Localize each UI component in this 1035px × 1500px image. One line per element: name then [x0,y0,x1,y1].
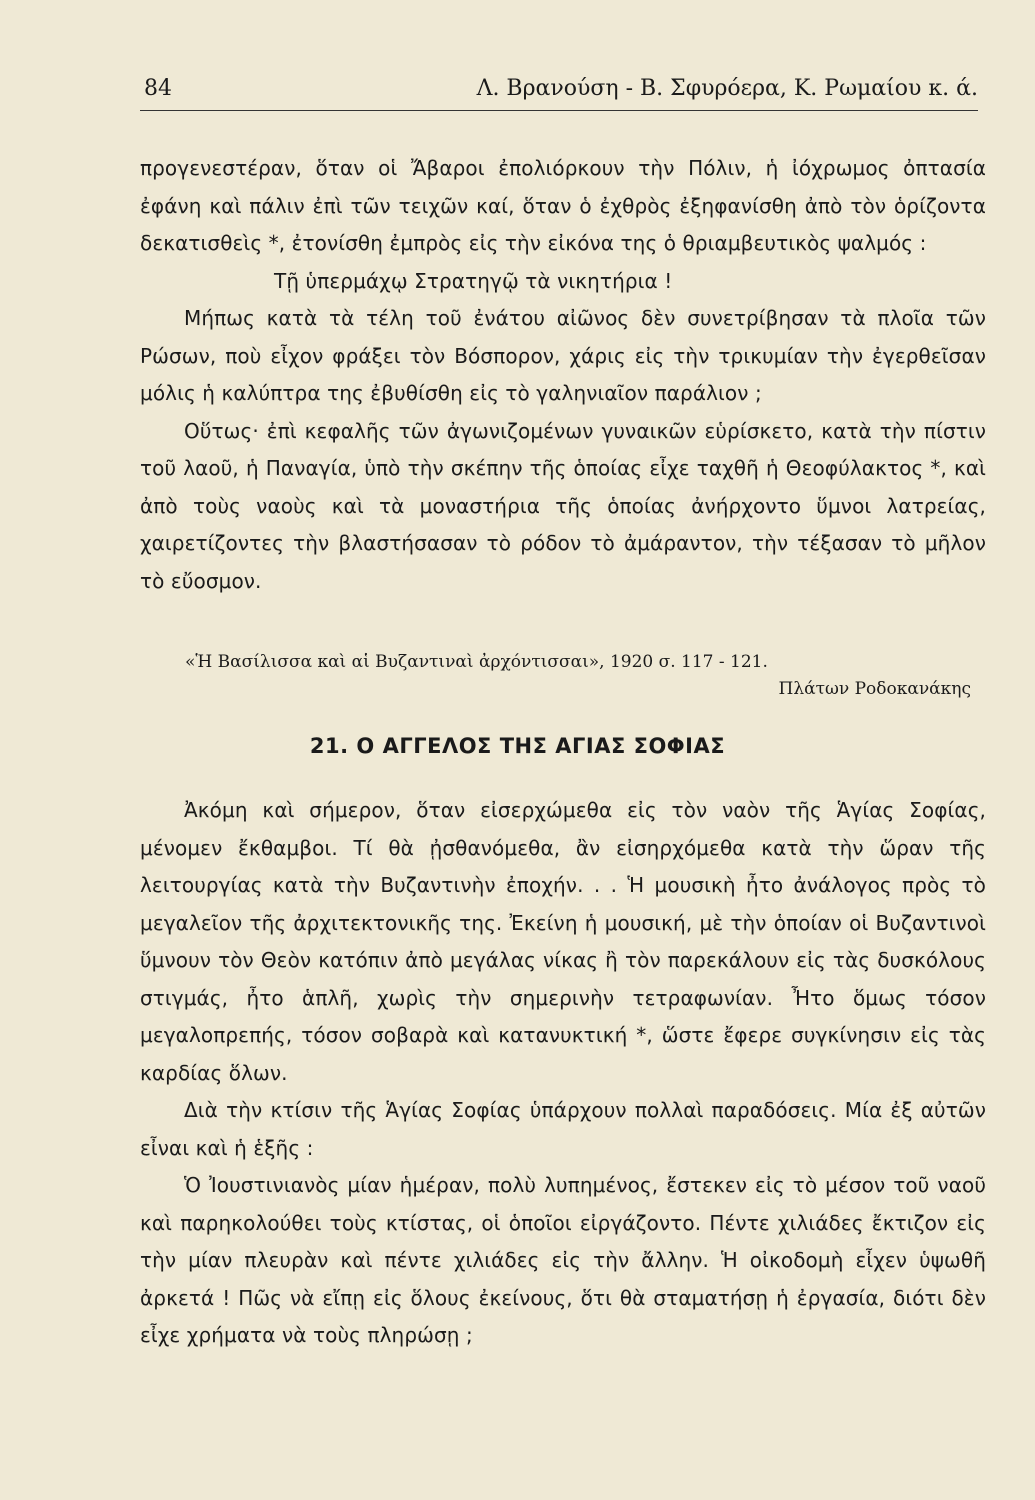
source-citation: «Ἡ Βασίλισσα καὶ αἱ Βυζαντιναὶ ἀρχόντισσαι», 1920 σ. 117 - 121. [185,652,768,672]
running-head [140,74,978,110]
section-body [140,792,986,1355]
page-number: 84 [144,76,172,101]
hymn-verse: Τῇ ὑπερμάχῳ Στρατηγῷ τὰ νικητήρια ! [274,268,673,293]
paragraph: Ἀκόμη καὶ σήμερον, ὅταν εἰσερχώμεθα εἰς τὸν ναὸν τῆς Ἁγίας Σοφίας, μένομεν ἔκθαμβοι. Τί θὰ ᾐσθανόμεθα, ἂν εἰσηρχόμεθα κατὰ τὴν ὥραν τῆς λειτουργίας κατὰ τὴν Βυζαντινὴν ἐποχήν. . . Ἡ μουσικὴ ἦτο ἀνάλογος πρὸς τὸ μεγαλεῖον τῆς ἀρχιτεκτονικῆς της. Ἐκείνη ἡ μουσική, μὲ τὴν ὁποίαν οἱ Βυζαντινοὶ ὕμνουν τὸν Θεὸν κατόπιν ἀπὸ μεγάλας νίκας ἢ τὸν παρεκάλουν εἰς τὰς δυσκόλους στιγμάς, ἦτο ἁπλῆ, χωρὶς τὴν σημερινὴν τετραφωνίαν. Ἦτο ὅμως τόσον μεγαλοπρεπής, τόσον σοβαρὰ καὶ κατανυκτική *, ὥστε ἔφερε συγκίνησιν εἰς τὰς καρδίας ὅλων. [140,798,986,1085]
paragraph: Μήπως κατὰ τὰ τέλη τοῦ ἐνάτου αἰῶνος δὲν συνετρίβησαν τὰ πλοῖα τῶν Ρώσων, ποὺ εἶχον φράξει τὸν Βόσπορον, χάρις εἰς τὴν τρικυμίαν τὴν ἐγερθεῖσαν μόλις ἡ καλύπτρα της ἐβυθίσθη εἰς τὸ γαληνιαῖον παράλιον ; [140,306,986,405]
section-heading: 21. Ο ΑΓΓΕΛΟΣ ΤΗΣ ΑΓΙΑΣ ΣΟΦΙΑΣ [309,734,726,758]
paragraph: Οὕτως· ἐπὶ κεφαλῆς τῶν ἀγωνιζομένων γυναικῶν εὑρίσκετο, κατὰ τὴν πίστιν τοῦ λαοῦ, ἡ Παναγία, ὑπὸ τὴν σκέπην τῆς ὁποίας εἶχε ταχθῆ ἡ Θεοφύλακτος *, καὶ ἀπὸ τοὺς ναοὺς καὶ τὰ μοναστήρια τῆς ὁποίας ἀνήρχοντο ὕμνοι λατρείας, χαιρετίζοντες τὴν βλαστήσασαν τὸ ρόδον τὸ ἀμάραντον, τὴν τέξασαν τὸ μῆλον τὸ εὔοσμον. [140,418,986,593]
running-head-authors: Λ. Βρανούση - Β. Σφυρόερα, Κ. Ρωμαίου κ. ά. [476,76,978,101]
paragraph: προγενεστέραν, ὅταν οἱ Ἄβαροι ἐπολιόρκουν τὴν Πόλιν, ἡ ἰόχρωμος ὀπτασία ἐφάνη καὶ πάλιν ἐπὶ τῶν τειχῶν καί, ὅταν ὁ ἐχθρὸς ἐξηφανίσθη ἀπὸ τὸν ὁρίζοντα δεκατισθεὶς *, ἐτονίσθη ἐμπρὸς εἰς τὴν εἰκόνα της ὁ θριαμβευτικὸς ψαλμός : [140,156,986,255]
header-rule [140,110,978,111]
paragraph: Ὁ Ἰουστινιανὸς μίαν ἡμέραν, πολὺ λυπημένος, ἔστεκεν εἰς τὸ μέσον τοῦ ναοῦ καὶ παρηκολούθει τοὺς κτίστας, οἱ ὁποῖοι εἰργάζοντο. Πέντε χιλιάδες ἔκτιζον εἰς τὴν μίαν πλευρὰν καὶ πέντε χιλιάδες εἰς τὴν ἄλλην. Ἡ οἰκοδομὴ εἶχεν ὑψωθῆ ἀρκετά ! Πῶς νὰ εἴπῃ εἰς ὅλους ἐκείνους, ὅτι θὰ σταματήσῃ ἡ ἐργασία, διότι δὲν εἶχε χρήματα νὰ τοὺς πληρώσῃ ; [140,1173,986,1347]
paragraph: Διὰ τὴν κτίσιν τῆς Ἁγίας Σοφίας ὑπάρχουν πολλαὶ παραδόσεις. Μία ἐξ αὐτῶν εἶναι καὶ ἡ ἑξῆς : [140,1098,986,1160]
passage-continued [140,150,986,600]
author-attribution: Πλάτων Ροδοκανάκης [778,679,971,699]
